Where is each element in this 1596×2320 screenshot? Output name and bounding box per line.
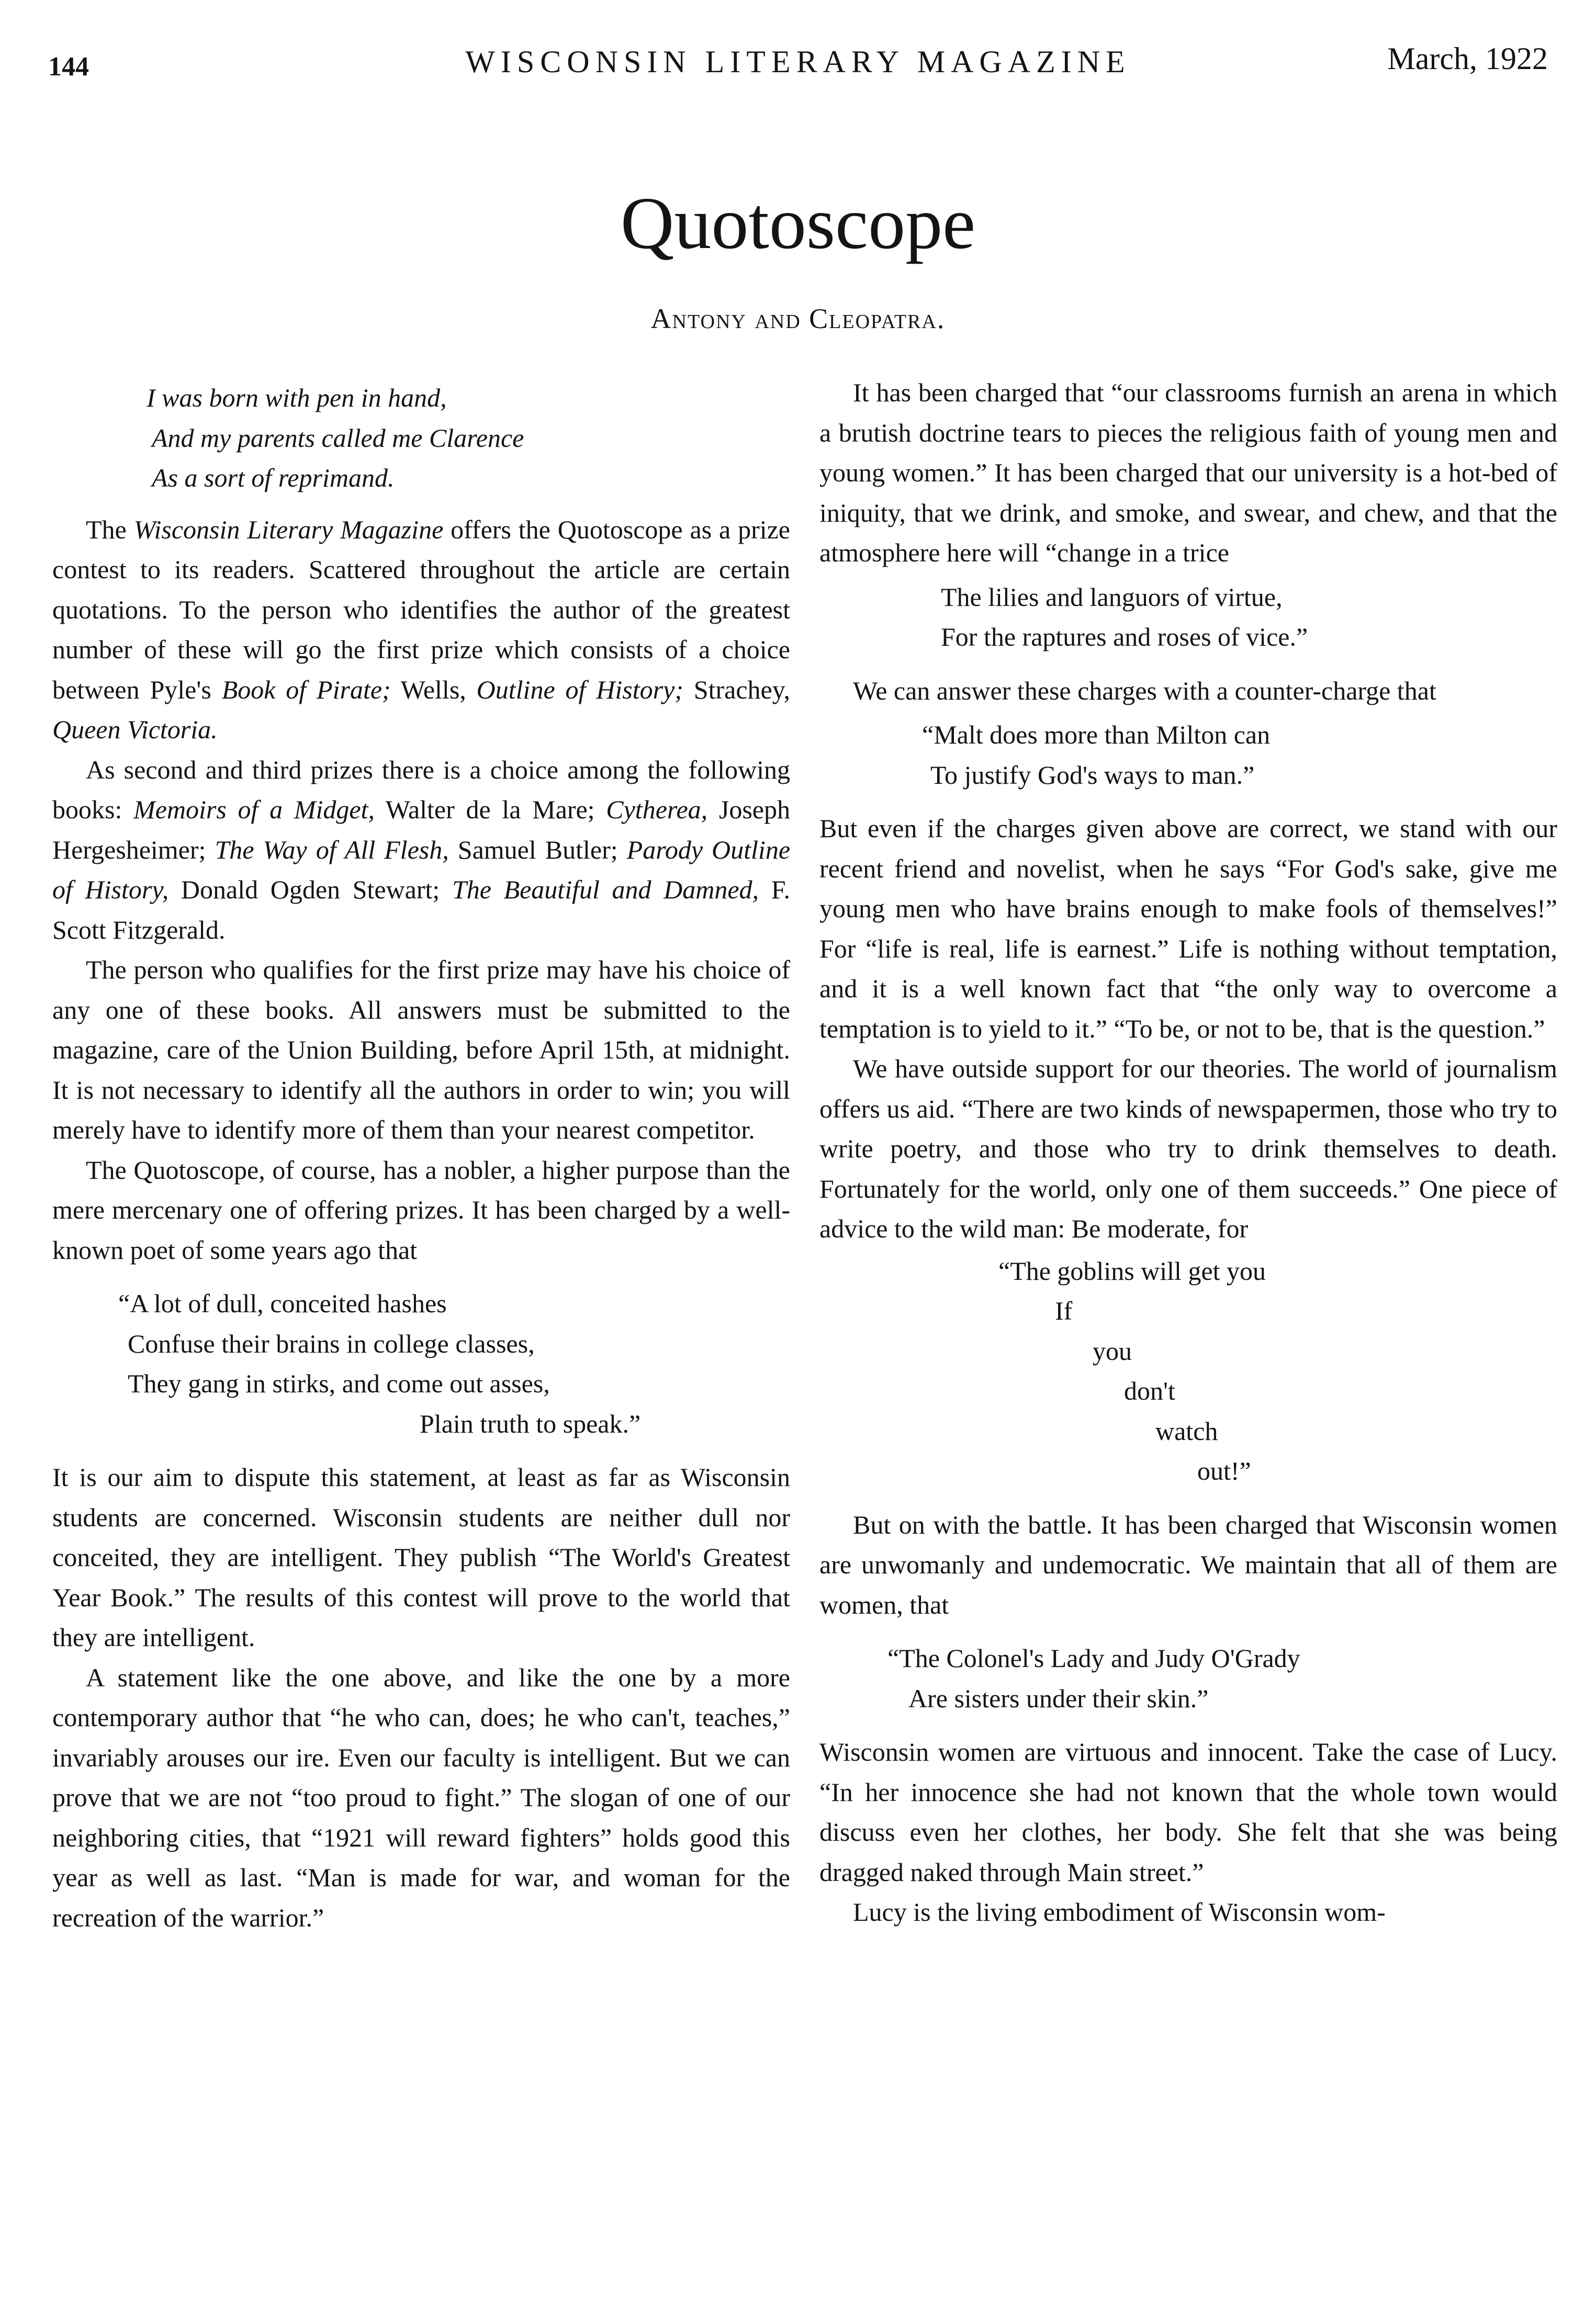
verse-line: Plain truth to speak.” bbox=[420, 1409, 641, 1438]
paragraph: As second and third prizes there is a choice among the following books: Memoirs of a Midget, Walter de la Mare; Cytherea, Joseph Hergesheimer; The Way of All Flesh, Samuel Butler; Parody Outline of History, Donald Ogden Stewart; The Beautiful and Damned, F. Scott Fitzgerald. bbox=[52, 754, 791, 944]
verse-line: They gang in stirks, and come out asses, bbox=[128, 1369, 550, 1398]
book-title: The Beautiful and Damned, bbox=[452, 875, 759, 904]
staircase-verse bbox=[819, 1251, 1557, 1491]
quoted-verse bbox=[819, 715, 1557, 795]
verse-line: For the raptures and roses of vice.” bbox=[941, 622, 1308, 651]
issue-date: March, 1922 bbox=[1387, 41, 1548, 76]
paragraph: The person who qualifies for the first prize may have his choice of any one of these books. All answers must be submitted to the magazine, care of the Union Building, before April 15th, at midnight. It is not necessary to identify all the authors in order to win; you will merely have to identify more of them than your nearest competitor. bbox=[52, 955, 790, 1144]
verse-line: I was born with pen in hand, bbox=[147, 383, 447, 412]
paragraph: A statement like the one above, and like the one by a more contemporary author that “he who can, does; he who can't, teaches,” invariably arouses our ire. Even our faculty is intelligent. But we can prove that we are not “too proud to fight.” The slogan of one of our neighboring cities, that “1921 will reward fighters” holds good this year as well as last. “Man is made for war, and woman for the recreation of the warrior.” bbox=[52, 1662, 790, 1932]
verse-line: “A lot of dull, conceited hashes bbox=[118, 1289, 447, 1318]
paragraph: We have outside support for our theories. The world of journalism offers us aid. “There are two kinds of newspapermen, those who try to write poetry, and those who try to drink themselves to death. Fortunately for the world, only one of them succeeds.” One piece of advice to the wild man: Be moderate, for bbox=[819, 1054, 1557, 1243]
paragraph: But even if the charges given above are correct, we stand with our recent friend and novelist, when he says “For God's sake, give me young men who have brains enough to make fools of themselves!” For “life is real, life is earnest.” Life is nothing without temptation, and it is a well known fact that “the only way to overcome a temptation is to yield to it.” “To be, or not to be, that is the question.” bbox=[819, 814, 1557, 1043]
article-subtitle: Antony and Cleopatra. bbox=[650, 303, 946, 334]
verse-line: you bbox=[1093, 1336, 1132, 1366]
quoted-verse bbox=[819, 1638, 1557, 1718]
verse-line: To justify God's ways to man.” bbox=[930, 760, 1255, 790]
right-column bbox=[819, 373, 1557, 1932]
book-title: Queen Victoria. bbox=[52, 715, 218, 744]
magazine-title: WISCONSIN LITERARY MAGAZINE bbox=[465, 44, 1131, 79]
quoted-verse bbox=[819, 577, 1557, 657]
page-number: 144 bbox=[48, 52, 89, 82]
verse-line: “The Colonel's Lady and Judy O'Grady bbox=[887, 1643, 1300, 1673]
magazine-name: Wisconsin Literary Magazine bbox=[133, 514, 444, 544]
paragraph: It is our aim to dispute this statement, at least as far as Wisconsin students are concerned. Wisconsin students are neither dull nor conceited, they are intelligent. They publish “The World's Greatest Year Book.” The results of this contest will prove to the world that they are intelligent. bbox=[52, 1462, 790, 1652]
paragraph: The Wisconsin Literary Magazine offers the Quotoscope as a prize contest to its readers. Scattered throughout the article are certain quotations. To the person who identifies the author of the greatest number of these will go the first prize which consists of a choice between Pyle's Book of Pirate; Wells, Outline of History; Strachey, Queen Victoria. bbox=[52, 514, 790, 744]
paragraph: The Quotoscope, of course, has a nobler, a higher purpose than the mere mercenary one of offering prizes. It has been charged by a well-known poet of some years ago that bbox=[52, 1155, 790, 1265]
quoted-verse bbox=[52, 1283, 790, 1444]
paragraph: It has been charged that “our classrooms furnish an arena in which a brutish doctrine tears to pieces the religious faith of young men and young women.” It has been charged that our university is a hot-bed of iniquity, that we drink, and smoke, and swear, and chew, and that the atmosphere here will “change in a trice bbox=[819, 378, 1557, 567]
verse-line: The lilies and languors of virtue, bbox=[941, 582, 1283, 612]
running-header bbox=[48, 37, 1548, 89]
article-title: Quotoscope bbox=[620, 182, 976, 264]
book-title: Memoirs of a Midget, bbox=[133, 795, 375, 824]
verse-line: As a sort of reprimand. bbox=[152, 463, 395, 492]
verse-line: watch bbox=[1155, 1416, 1218, 1446]
verse-line: Confuse their brains in college classes, bbox=[128, 1328, 535, 1358]
verse-line: out!” bbox=[1197, 1456, 1251, 1485]
verse-line: don't bbox=[1124, 1376, 1175, 1405]
verse-line: “The goblins will get you bbox=[998, 1256, 1266, 1286]
paragraph: Lucy is the living embodiment of Wisconsin wom- bbox=[853, 1897, 1386, 1927]
book-title: Outline of History; bbox=[476, 674, 683, 704]
book-title: The Way of All Flesh, bbox=[215, 835, 449, 864]
verse-line: Are sisters under their skin.” bbox=[908, 1683, 1209, 1713]
verse-line: And my parents called me Clarence bbox=[152, 423, 524, 453]
book-title: Cytherea, bbox=[606, 795, 708, 824]
left-column bbox=[52, 373, 790, 1938]
epigraph-verse bbox=[52, 378, 790, 498]
verse-line: If bbox=[1055, 1296, 1073, 1325]
book-title: Book of Pirate; bbox=[221, 674, 391, 704]
verse-line: “Malt does more than Milton can bbox=[922, 720, 1271, 749]
paragraph: Wisconsin women are virtuous and innocent. Take the case of Lucy. “In her innocence she had not known that the whole town would discuss even her clothes, her body. She felt that she was being dragged naked through Main street.” bbox=[819, 1737, 1557, 1887]
paragraph: We can answer these charges with a counter-charge that bbox=[853, 675, 1436, 705]
book-title: Parody Outline of History, bbox=[52, 835, 791, 904]
paragraph: But on with the battle. It has been charged that Wisconsin women are unwomanly and undemocratic. We maintain that all of them are women, that bbox=[819, 1510, 1557, 1619]
